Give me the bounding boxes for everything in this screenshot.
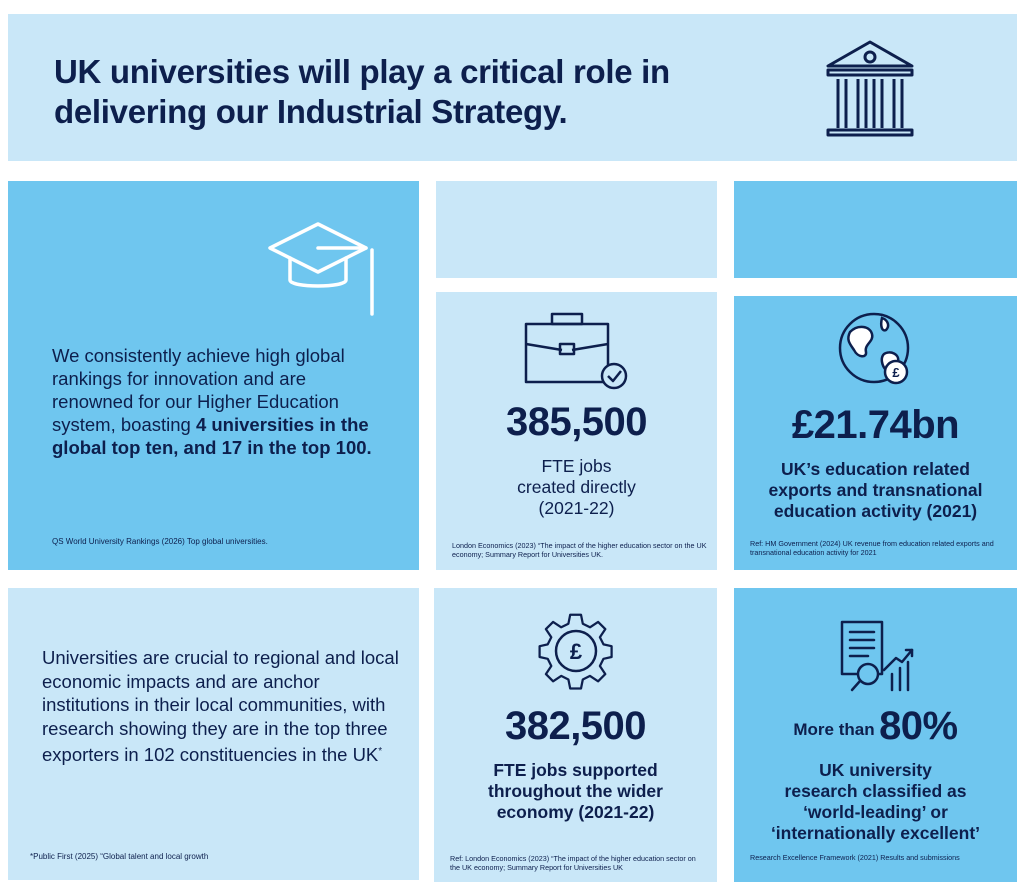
exports-tile	[734, 296, 1017, 570]
jobs-direct-source: London Economics (2023) “The impact of the higher education sector on the UK economy; Summary Report for Universities UK.	[452, 541, 707, 559]
briefcase-check-icon	[522, 310, 632, 392]
jobs-wider-tile	[434, 588, 717, 882]
rankings-source: QS World University Rankings (2026) Top global universities.	[52, 537, 268, 546]
exports-value: £21.74bn	[791, 403, 960, 447]
gear-pound-icon	[536, 612, 616, 692]
jobs-direct-value: 385,500	[505, 400, 648, 444]
jobs-wider-source: Ref: London Economics (2023) “The impact of the higher education sector on the UK economy; Summary Report for Universities UK	[450, 854, 696, 872]
page-title: UK universities will play a critical role in delivering our Industrial Strategy.	[54, 53, 670, 130]
graduation-cap-icon	[268, 218, 388, 318]
bank-building-icon	[820, 36, 920, 146]
header-banner	[8, 14, 1017, 161]
svg-text:£: £	[891, 365, 900, 380]
exports-label: UK’s education related exports and transnational education activity (2021)	[768, 459, 983, 521]
report-magnifier-icon	[836, 618, 916, 696]
jobs-direct-label: FTE jobs created directly (2021-22)	[517, 456, 636, 518]
research-source: Research Excellence Framework (2021) Results and submissions	[750, 853, 960, 862]
research-tile	[734, 588, 1017, 882]
jobs-wider-label: FTE jobs supported throughout the wider economy (2021-22)	[488, 760, 663, 822]
decorative-panel-mid	[734, 181, 1017, 278]
decorative-panel-light	[436, 181, 717, 278]
jobs-wider-value: 382,500	[504, 704, 647, 748]
rankings-tile	[8, 181, 419, 570]
research-value: More than 80%	[793, 704, 958, 748]
globe-pound-icon	[836, 310, 916, 390]
community-text: Universities are crucial to regional and local economic impacts and are anchor institutions in their local communities, with research showing they are in the top three exporters in 102 constituencies in the UK*	[42, 647, 399, 766]
community-source: *Public First (2025) “Global talent and local growth	[30, 852, 209, 861]
svg-text:£: £	[569, 639, 582, 664]
rankings-text: We consistently achieve high global rankings for innovation and are renowned for our Higher Education system, boasting 4 universities in the global top ten, and 17 in the top 100.	[52, 345, 372, 458]
community-tile	[8, 588, 419, 880]
jobs-direct-tile	[436, 292, 717, 570]
research-label: UK university research classified as ‘world-leading’ or ‘internationally excellent’	[770, 760, 981, 843]
exports-source: Ref: HM Government (2024) UK revenue from education related exports and transnational education activity for 2021	[750, 539, 994, 557]
